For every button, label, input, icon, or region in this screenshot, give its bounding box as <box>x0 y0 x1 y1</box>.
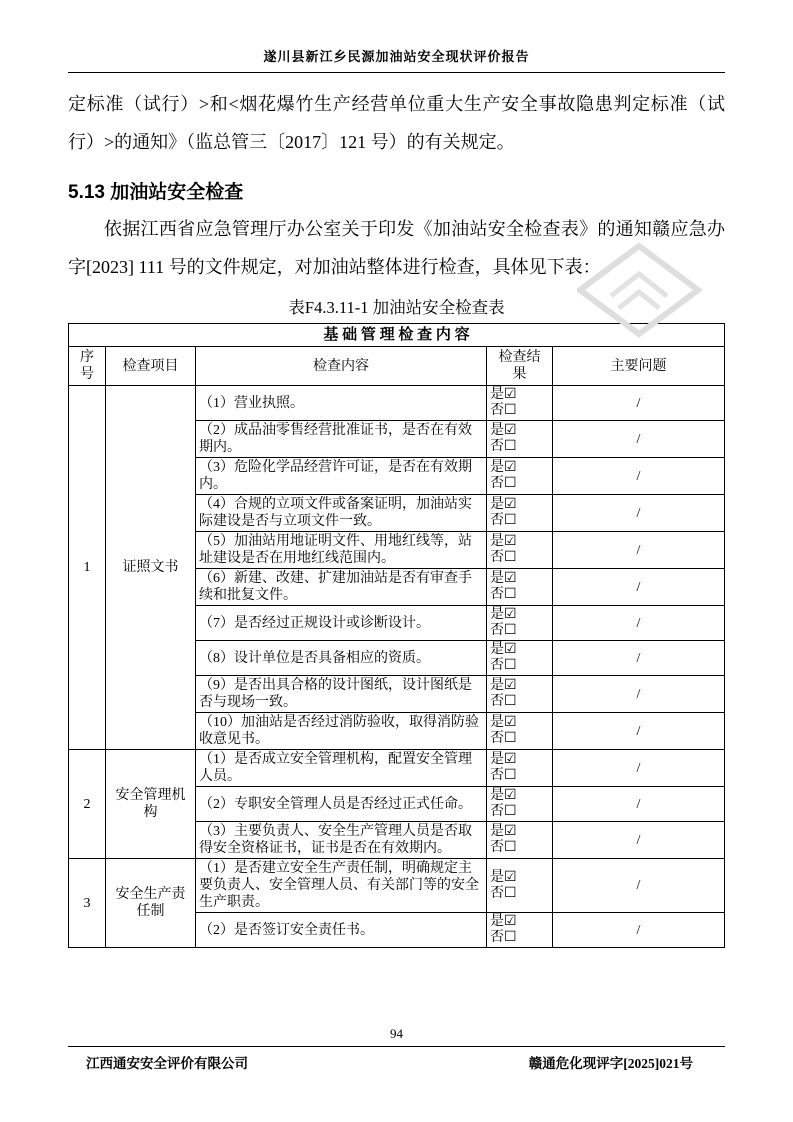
check-result-cell <box>487 532 553 569</box>
check-result-cell <box>487 495 553 532</box>
check-result-cell <box>487 421 553 458</box>
result-yes-option: 是☑ <box>490 788 517 803</box>
main-problem-cell: / <box>553 750 725 787</box>
main-problem-cell: / <box>553 532 725 569</box>
paragraph-intro: 依据江西省应急管理厅办公室关于印发《加油站安全检查表》的通知赣应急办字[2023] 111 号的文件规定，对加油站整体进行检查，具体见下表： <box>68 219 725 277</box>
result-yes-option: 是☑ <box>490 869 517 885</box>
page-number: 94 <box>390 1026 403 1041</box>
check-result-cell <box>487 641 553 676</box>
main-problem-cell: / <box>553 495 725 532</box>
main-problem-cell: / <box>553 386 725 421</box>
main-problem-cell: / <box>553 606 725 641</box>
check-result-cell <box>487 606 553 641</box>
result-no-option: 否☐ <box>490 623 517 638</box>
table-row <box>69 750 725 787</box>
main-problem-cell: / <box>553 569 725 606</box>
main-problem-cell: / <box>553 822 725 859</box>
result-no-option: 否☐ <box>490 439 517 454</box>
check-result-cell <box>487 676 553 713</box>
check-result-cell <box>487 822 553 859</box>
result-yes-option: 是☑ <box>490 824 517 839</box>
check-result-cell <box>487 859 553 913</box>
result-yes-option: 是☑ <box>490 571 517 586</box>
check-result-cell <box>487 750 553 787</box>
main-problem-cell: / <box>553 421 725 458</box>
check-result-cell <box>487 569 553 606</box>
main-problem-cell: / <box>553 713 725 750</box>
table-title-row <box>69 324 725 347</box>
result-no-option: 否☐ <box>490 513 517 528</box>
serial-number-cell: 2 <box>69 750 106 859</box>
footer-doc-number: 赣通危化现评字[2025]021号 <box>528 1056 693 1071</box>
result-yes-option: 是☑ <box>490 752 517 767</box>
result-yes-option: 是☑ <box>490 497 517 512</box>
check-content-cell: （5）加油站用地证明文件、用地红线等，站址建设是否在用地红线范围内。 <box>196 532 487 569</box>
result-no-option: 否☐ <box>490 587 517 602</box>
section-heading: 5.13 加油站安全检查 <box>68 182 244 203</box>
result-no-option: 否☐ <box>490 885 517 901</box>
check-item-cell: 证照文书 <box>106 386 196 750</box>
check-content-cell: （4）合规的立项文件或备案证明，加油站实际建设是否与立项文件一致。 <box>196 495 487 532</box>
main-problem-cell: / <box>553 787 725 822</box>
column-header: 检查内容 <box>196 347 487 386</box>
check-item-cell: 安全生产责任制 <box>106 859 196 948</box>
inspection-table <box>68 323 725 948</box>
serial-number-cell: 1 <box>69 386 106 750</box>
result-no-option: 否☐ <box>490 804 517 819</box>
document-footer <box>68 1046 725 1072</box>
main-problem-cell: / <box>553 458 725 495</box>
footer-company: 江西通安安全评价有限公司 <box>86 1056 248 1071</box>
main-problem-cell: / <box>553 913 725 948</box>
result-yes-option: 是☑ <box>490 534 517 549</box>
main-problem-cell: / <box>553 859 725 913</box>
table-column-headers <box>69 347 725 386</box>
main-problem-cell: / <box>553 641 725 676</box>
result-yes-option: 是☑ <box>490 642 517 657</box>
check-content-cell: （6）新建、改建、扩建加油站是否有审查手续和批复文件。 <box>196 569 487 606</box>
result-no-option: 否☐ <box>490 768 517 783</box>
table-title: 基 础 管 理 检 查 内 容 <box>69 324 725 347</box>
check-content-cell: （2）专职安全管理人员是否经过正式任命。 <box>196 787 487 822</box>
table-row <box>69 859 725 913</box>
column-header: 检查项目 <box>106 347 196 386</box>
result-no-option: 否☐ <box>490 840 517 855</box>
result-yes-option: 是☑ <box>490 460 517 475</box>
check-content-cell: （1）是否建立安全生产责任制，明确规定主要负责人、安全管理人员、有关部门等的安全生产职责。 <box>196 859 487 913</box>
check-content-cell: （7）是否经过正规设计或诊断设计。 <box>196 606 487 641</box>
result-yes-option: 是☑ <box>490 387 517 402</box>
check-content-cell: （1）营业执照。 <box>196 386 487 421</box>
check-result-cell <box>487 713 553 750</box>
result-no-option: 否☐ <box>490 550 517 565</box>
result-yes-option: 是☑ <box>490 423 517 438</box>
result-no-option: 否☐ <box>490 658 517 673</box>
check-item-cell: 安全管理机构 <box>106 750 196 859</box>
check-content-cell: （3）主要负责人、安全生产管理人员是否取得安全资格证书，证书是否在有效期内。 <box>196 822 487 859</box>
result-no-option: 否☐ <box>490 476 517 491</box>
table-body <box>69 386 725 948</box>
result-no-option: 否☐ <box>490 731 517 746</box>
main-problem-cell: / <box>553 676 725 713</box>
check-content-cell: （10）加油站是否经过消防验收，取得消防验收意见书。 <box>196 713 487 750</box>
column-header: 主要问题 <box>553 347 725 386</box>
report-header-title: 遂川县新江乡民源加油站安全现状评价报告 <box>68 46 725 73</box>
check-result-cell <box>487 787 553 822</box>
check-content-cell: （9）是否出具合格的设计图纸，设计图纸是否与现场一致。 <box>196 676 487 713</box>
check-content-cell: （8）设计单位是否具备相应的资质。 <box>196 641 487 676</box>
result-no-option: 否☐ <box>490 930 517 945</box>
check-content-cell: （3）危险化学品经营许可证，是否在有效期内。 <box>196 458 487 495</box>
table-row <box>69 386 725 421</box>
check-content-cell: （2）成品油零售经营批准证书，是否在有效期内。 <box>196 421 487 458</box>
paragraph-continuation: 定标准（试行）>和<烟花爆竹生产经营单位重大生产安全事故隐患判定标准（试行）>的通知》（监总管三〔2017〕121 号）的有关规定。 <box>68 94 725 152</box>
result-yes-option: 是☑ <box>490 607 517 622</box>
result-no-option: 否☐ <box>490 403 517 418</box>
check-content-cell: （1）是否成立安全管理机构，配置安全管理人员。 <box>196 750 487 787</box>
check-result-cell <box>487 913 553 948</box>
check-result-cell <box>487 386 553 421</box>
check-content-cell: （2）是否签订安全责任书。 <box>196 913 487 948</box>
table-caption: 表F4.3.11-1 加油站安全检查表 <box>288 298 505 317</box>
result-yes-option: 是☑ <box>490 678 517 693</box>
result-yes-option: 是☑ <box>490 715 517 730</box>
column-header: 检查结果 <box>487 347 553 386</box>
result-yes-option: 是☑ <box>490 914 517 929</box>
check-result-cell <box>487 458 553 495</box>
serial-number-cell: 3 <box>69 859 106 948</box>
result-no-option: 否☐ <box>490 694 517 709</box>
column-header: 序号 <box>69 347 106 386</box>
